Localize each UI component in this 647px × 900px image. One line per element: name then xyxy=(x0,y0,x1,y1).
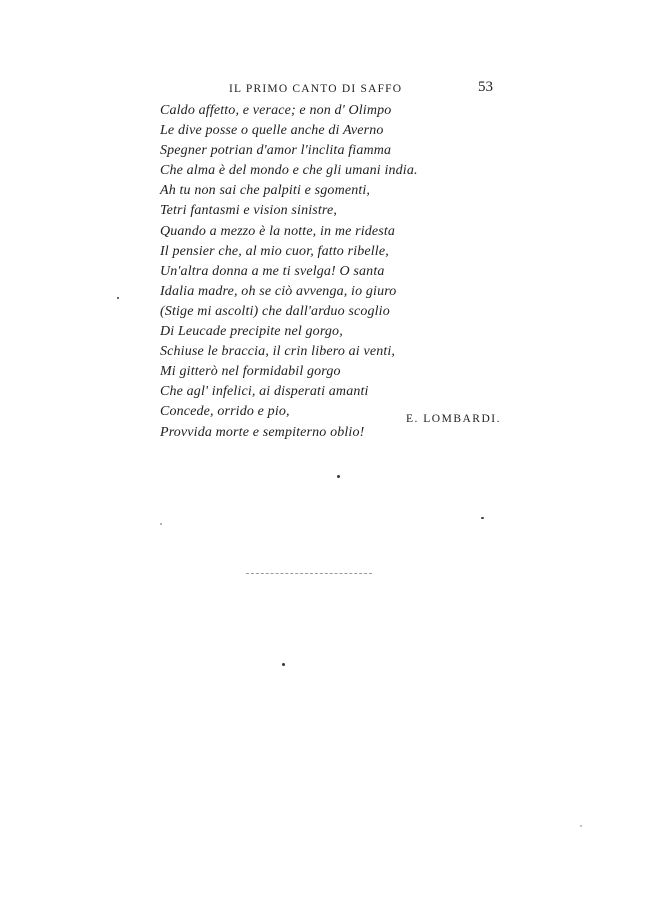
print-speck xyxy=(481,517,484,519)
poem-line: (Stige mi ascolti) che dall'arduo scoglio xyxy=(160,303,390,319)
poem-line: Il pensier che, al mio cuor, fatto ribelle, xyxy=(160,243,389,259)
poem-text xyxy=(160,101,418,443)
poem-line: Provvida morte e sempiterno oblio! xyxy=(160,424,365,440)
print-speck xyxy=(337,475,340,478)
poem-line: Un'altra donna a me ti svelga! O santa xyxy=(160,263,385,279)
poem-line: Caldo affetto, e verace; e non d' Olimpo xyxy=(160,103,392,118)
print-speck xyxy=(117,297,119,299)
poem-line: Che alma è del mondo e che gli umani india. xyxy=(160,163,418,179)
page-number: 53 xyxy=(478,79,493,95)
poem-line: Spegner potrian d'amor l'inclita fiamma xyxy=(160,143,392,159)
author-signature: E. LOMBARDI. xyxy=(406,413,501,425)
poem-line: Idalia madre, oh se ciò avvenga, io giuro xyxy=(160,283,397,299)
poem-line: Ah tu non sai che palpiti e sgomenti, xyxy=(160,183,371,199)
poem-line: Mi gitterò nel formidabil gorgo xyxy=(160,364,341,380)
running-header xyxy=(0,80,647,100)
print-speck xyxy=(160,523,162,525)
poem-line: Quando a mezzo è la notte, in me ridesta xyxy=(160,223,396,239)
poem-line: Concede, orrido e pio, xyxy=(160,404,290,420)
poem-line: Che agl' infelici, ai disperati amanti xyxy=(160,384,369,400)
poem-line: Tetri fantasmi e vision sinistre, xyxy=(160,203,337,219)
poem-line: Le dive posse o quelle anche di Averno xyxy=(160,123,384,139)
print-speck xyxy=(282,663,285,666)
running-title: IL PRIMO CANTO DI SAFFO xyxy=(229,83,403,95)
poem-line: Di Leucade precipite nel gorgo, xyxy=(160,324,343,340)
section-divider xyxy=(246,573,372,574)
print-speck xyxy=(580,825,582,827)
poem-line: Schiuse le braccia, il crin libero ai venti, xyxy=(160,344,396,360)
